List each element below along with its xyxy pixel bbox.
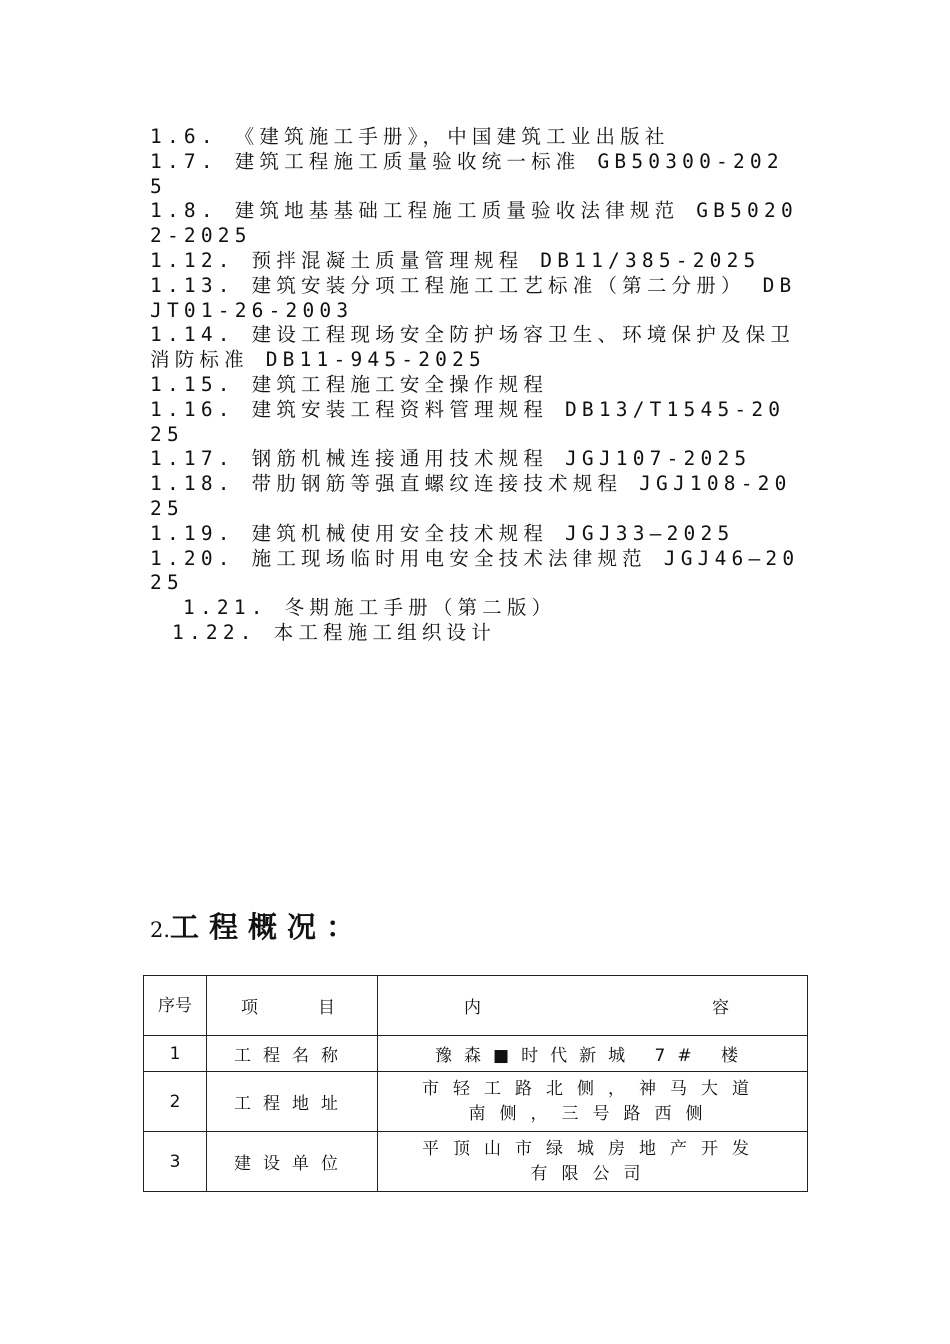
reference-item: 1.18. 带肋钢筋等强直螺纹连接技术规程 JGJ108-2025 [150, 472, 792, 520]
table-row [144, 1132, 808, 1192]
reference-item: 1.12. 预拌混凝土质量管理规程 DB11/385-2025 [150, 248, 761, 272]
reference-item: 1.16. 建筑安装工程资料管理规程 DB13/T1545-2025 [150, 397, 786, 446]
section-title: 工程概况： [170, 910, 366, 944]
reference-item: 1.7. 建筑工程施工质量验收统一标准 GB50300-2025 [150, 149, 784, 198]
cell-content: 平顶山市绿城房地产开发有限公司 [378, 1132, 808, 1192]
cell-content: 豫森■时代新城 7# 楼 [378, 1036, 808, 1072]
reference-item: 1.22. 本工程施工组织设计 [172, 620, 496, 644]
reference-item: 1.15. 建筑工程施工安全操作规程 [150, 372, 549, 396]
reference-item: 1.20. 施工现场临时用电安全技术法律规范 JGJ46—2025 [150, 546, 800, 595]
section-number: 2. [150, 918, 171, 942]
table-row [144, 1036, 808, 1072]
cell-item: 建设单位 [207, 1132, 378, 1192]
reference-item: 1.6. 《建筑施工手册》，中国建筑工业出版社 [150, 125, 670, 148]
header-item-part: 项 [241, 998, 258, 1018]
reference-item: 1.19. 建筑机械使用安全技术规程 JGJ33—2025 [150, 521, 735, 545]
header-seq: 序号 [144, 976, 207, 1036]
table-header-row [144, 976, 808, 1036]
reference-item: 1.8. 建筑地基基础工程施工质量验收法律规范 GB50202-2025 [150, 199, 798, 248]
cell-content: 市轻工路北侧，神马大道南侧，三号路西侧 [378, 1072, 808, 1132]
cell-seq: 2 [144, 1072, 207, 1132]
reference-item: 1.17. 钢筋机械连接通用技术规程 JGJ107-2025 [150, 447, 752, 471]
reference-list [150, 125, 800, 646]
header-item-part: 目 [318, 998, 335, 1018]
section-heading [150, 905, 365, 946]
cell-item: 工程名称 [207, 1036, 378, 1072]
cell-seq: 3 [144, 1132, 207, 1192]
project-overview-table [143, 975, 808, 1192]
header-item [207, 976, 378, 1036]
table-row [144, 1072, 808, 1132]
header-content-part: 容 [712, 998, 729, 1018]
reference-item: 1.13. 建筑安装分项工程施工工艺标准（第二分册） DBJT01-26-2003 [150, 273, 797, 322]
header-content-part: 内 [464, 998, 481, 1018]
header-content [378, 976, 808, 1036]
reference-item: 1.21. 冬期施工手册（第二版） [183, 596, 557, 620]
cell-seq: 1 [144, 1036, 207, 1072]
reference-item: 1.14. 建设工程现场安全防护场容卫生、环境保护及保卫消防标准 DB11-945-2025 [150, 323, 796, 372]
cell-item: 工程地址 [207, 1072, 378, 1132]
